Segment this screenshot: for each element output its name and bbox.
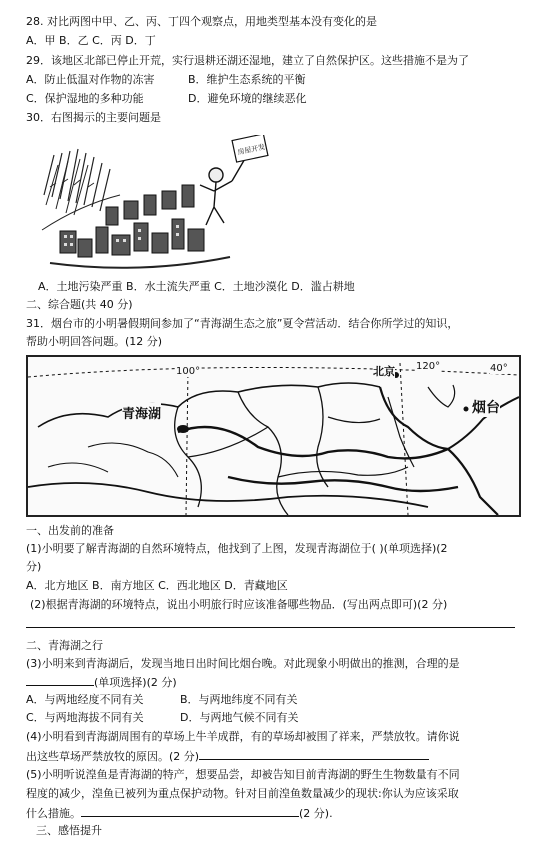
q2-text: (2)根据青海湖的环境特点，说出小明旅行时应该准备哪些物品．(写出两点即可)(2 分) [30, 598, 448, 611]
q5-line3 [26, 805, 535, 821]
qinghai-lake-label: 青海湖 [122, 403, 161, 422]
q28-stem: 28. 对比两图中甲、乙、丙、丁四个观察点，用地类型基本没有变化的是 [26, 15, 377, 28]
q3-line2 [26, 674, 535, 690]
q3-line1: (3)小明来到青海湖后，发现当地日出时间比烟台晚。对此现象小明做出的推测，合理的是 [26, 657, 460, 670]
land-occupation-cartoon [40, 135, 270, 275]
q4-line1: (4)小明看到青海湖周围有的草场上牛羊成群，有的草场却被围了祥来，严禁放牧。请你说 [26, 730, 460, 743]
longitude-120-label: 120° [416, 361, 441, 372]
yantai-label: 烟台 [472, 397, 500, 417]
q5-line3-text: 什么措施。 [26, 807, 81, 820]
q3-options-row2 [26, 710, 535, 725]
q3-answer-blank[interactable] [26, 674, 94, 686]
q29-options-row2 [26, 91, 535, 106]
q30-stem: 30．右图揭示的主要问题是 [26, 111, 161, 124]
q5-answer-blank[interactable] [81, 805, 299, 817]
part3-title: 三、感悟提升 [36, 824, 102, 837]
q31-stem-line1: 31．烟台市的小明暑假期间参加了“青海湖生态之旅”夏令营活动．结合你所学过的知识， [26, 317, 459, 330]
q5-line2: 程度的减少，湟鱼已被列为重点保护动物。针对目前湟鱼数量减少的现状:你认为应该采取 [26, 787, 459, 800]
part2-title: 二、青海湖之行 [26, 639, 103, 652]
q4-line2 [26, 748, 535, 764]
beijing-label: 北京 [373, 365, 395, 378]
q29-options-row1 [26, 72, 535, 87]
q29-option-c: C．保护湿地的多种功能 [26, 92, 144, 105]
longitude-100-label: 100° [176, 366, 201, 377]
part1-title: 一、出发前的准备 [26, 524, 114, 537]
q30-options: A．土地污染严重 B．水土流失严重 C．土地沙漠化 D．滥占耕地 [38, 280, 355, 293]
latitude-40-label: 40° [490, 363, 508, 374]
q3-option-d: D．与两地气候不同有关 [180, 711, 299, 724]
q5-line3-suffix: (2 分). [299, 807, 333, 820]
q29-stem: 29．该地区北部已停止开荒，实行退耕还湖还湿地，建立了自然保护区。这些措施不是为了 [26, 54, 469, 67]
q3-option-c: C．与两地海拔不同有关 [26, 711, 144, 724]
section2-title: 二、综合题(共 40 分) [26, 298, 133, 311]
q2-answer-line[interactable] [26, 627, 515, 628]
q29-option-a: A．防止低温对作物的冻害 [26, 73, 155, 86]
q31-stem-line2: 帮助小明回答问题。(12 分) [26, 335, 163, 348]
q29-option-b: B．维护生态系统的平衡 [188, 73, 306, 86]
q1-line2: 分) [26, 560, 42, 573]
q4-line2-text: 出这些草场严禁放牧的原因。(2 分) [26, 750, 200, 763]
q28-options: A．甲 B．乙 C．丙 D．丁 [26, 34, 156, 47]
q4-answer-blank[interactable] [199, 748, 429, 760]
q29-option-d: D．避免环境的继续恶化 [188, 92, 307, 105]
q3-line2-text: (单项选择)(2 分) [94, 676, 177, 689]
cartoon-sign: 房屋开发 [236, 142, 266, 157]
q5-line1: (5)小明听说湟鱼是青海湖的特产，想要品尝，却被告知目前青海湖的野生生物数量有不同 [26, 768, 460, 781]
q1-options: A．北方地区 B．南方地区 C．西北地区 D．青藏地区 [26, 579, 288, 592]
q3-option-b: B．与两地纬度不同有关 [180, 693, 298, 706]
q1-line1: (1)小明要了解青海湖的自然环境特点，他找到了上图，发现青海湖位于( )(单项选择)(2 [26, 542, 448, 555]
q3-options-row1 [26, 692, 535, 707]
q3-option-a: A．与两地经度不同有关 [26, 693, 144, 706]
china-map [26, 355, 521, 517]
